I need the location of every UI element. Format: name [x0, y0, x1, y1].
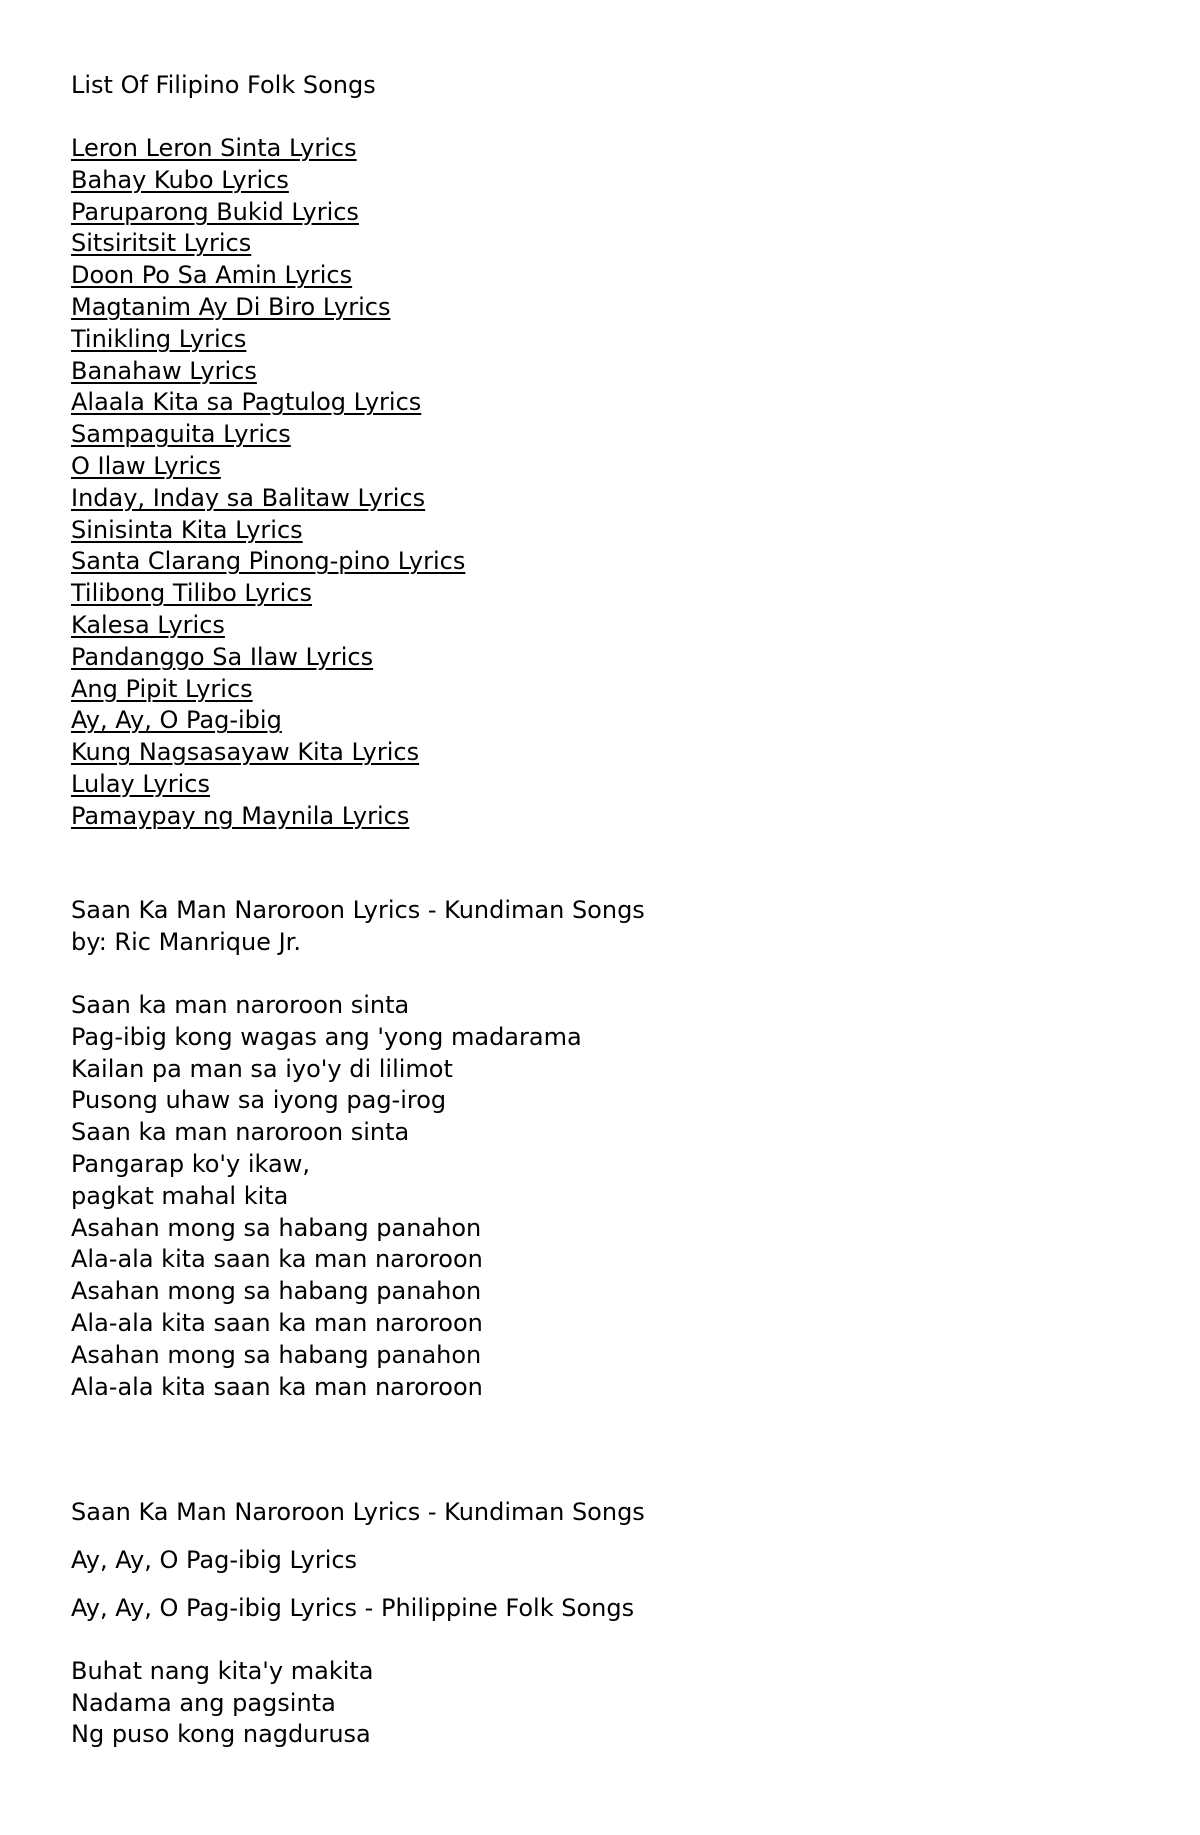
song-link[interactable]: Kalesa Lyrics	[71, 611, 225, 639]
song-link[interactable]: Sinisinta Kita Lyrics	[71, 515, 303, 544]
lyric-line: Pag-ibig kong wagas ang 'yong madarama	[71, 1022, 582, 1051]
song-title-repeat: Saan Ka Man Naroroon Lyrics - Kundiman Songs	[71, 1498, 645, 1526]
lyric-line: Buhat nang kita'y makita	[71, 1657, 374, 1685]
song-link[interactable]: Sitsiritsit Lyrics	[71, 229, 252, 258]
lyric-line: Saan ka man naroroon sinta	[71, 991, 410, 1019]
song-link[interactable]: Doon Po Sa Amin Lyrics	[71, 261, 353, 290]
song-link[interactable]: Pandanggo Sa Ilaw Lyrics	[71, 642, 374, 671]
song-link[interactable]: Tinikling Lyrics	[71, 324, 247, 353]
song-link[interactable]: Kung Nagsasayaw Kita Lyrics	[71, 738, 420, 767]
song-link[interactable]: Santa Clarang Pinong-pino Lyrics	[71, 547, 466, 576]
song-link[interactable]: Inday, Inday sa Balitaw Lyrics	[71, 483, 426, 512]
song-link[interactable]: Magtanim Ay Di Biro Lyrics	[71, 293, 391, 321]
lyric-line: Saan ka man naroroon sinta	[71, 1118, 410, 1147]
lyric-line: Ala-ala kita saan ka man naroroon	[71, 1309, 483, 1337]
song-title: Saan Ka Man Naroroon Lyrics - Kundiman Songs	[71, 896, 645, 924]
song-link[interactable]: Tilibong Tilibo Lyrics	[71, 579, 312, 608]
song-link[interactable]: O Ilaw Lyrics	[71, 452, 221, 480]
lyric-line: Pusong uhaw sa iyong pag-irog	[71, 1086, 447, 1115]
song-link[interactable]: Sampaguita Lyrics	[71, 420, 291, 449]
song-link[interactable]: Leron Leron Sinta Lyrics	[71, 134, 357, 162]
song-author: by: Ric Manrique Jr.	[71, 928, 301, 956]
lyric-line: Asahan mong sa habang panahon	[71, 1340, 482, 1369]
song-link[interactable]: Alaala Kita sa Pagtulog Lyrics	[71, 388, 422, 417]
lyric-line: Ala-ala kita saan ka man naroroon	[71, 1372, 483, 1401]
song-link[interactable]: Banahaw Lyrics	[71, 356, 257, 385]
song-link[interactable]: Lulay Lyrics	[71, 770, 210, 798]
song-link[interactable]: Bahay Kubo Lyrics	[71, 165, 289, 194]
lyric-line: Pangarap ko'y ikaw,	[71, 1150, 310, 1178]
song-heading: Ay, Ay, O Pag-ibig Lyrics	[71, 1546, 358, 1574]
lyric-line: Ng puso kong nagdurusa	[71, 1720, 371, 1748]
lyric-line: pagkat mahal kita	[71, 1181, 289, 1210]
song-link[interactable]: Pamaypay ng Maynila Lyrics	[71, 801, 410, 830]
song-link[interactable]: Paruparong Bukid Lyrics	[71, 197, 359, 226]
song-title: Ay, Ay, O Pag-ibig Lyrics - Philippine Folk Songs	[71, 1594, 635, 1622]
lyric-line: Ala-ala kita saan ka man naroroon	[71, 1245, 483, 1274]
song-link[interactable]: Ang Pipit Lyrics	[71, 674, 253, 703]
song-link[interactable]: Ay, Ay, O Pag-ibig	[71, 706, 282, 735]
lyric-line: Asahan mong sa habang panahon	[71, 1277, 482, 1306]
lyric-line: Kailan pa man sa iyo'y di lilimot	[71, 1054, 453, 1083]
lyric-line: Asahan mong sa habang panahon	[71, 1213, 482, 1242]
lyric-line: Nadama ang pagsinta	[71, 1689, 336, 1717]
list-title: List Of Filipino Folk Songs	[71, 71, 376, 99]
